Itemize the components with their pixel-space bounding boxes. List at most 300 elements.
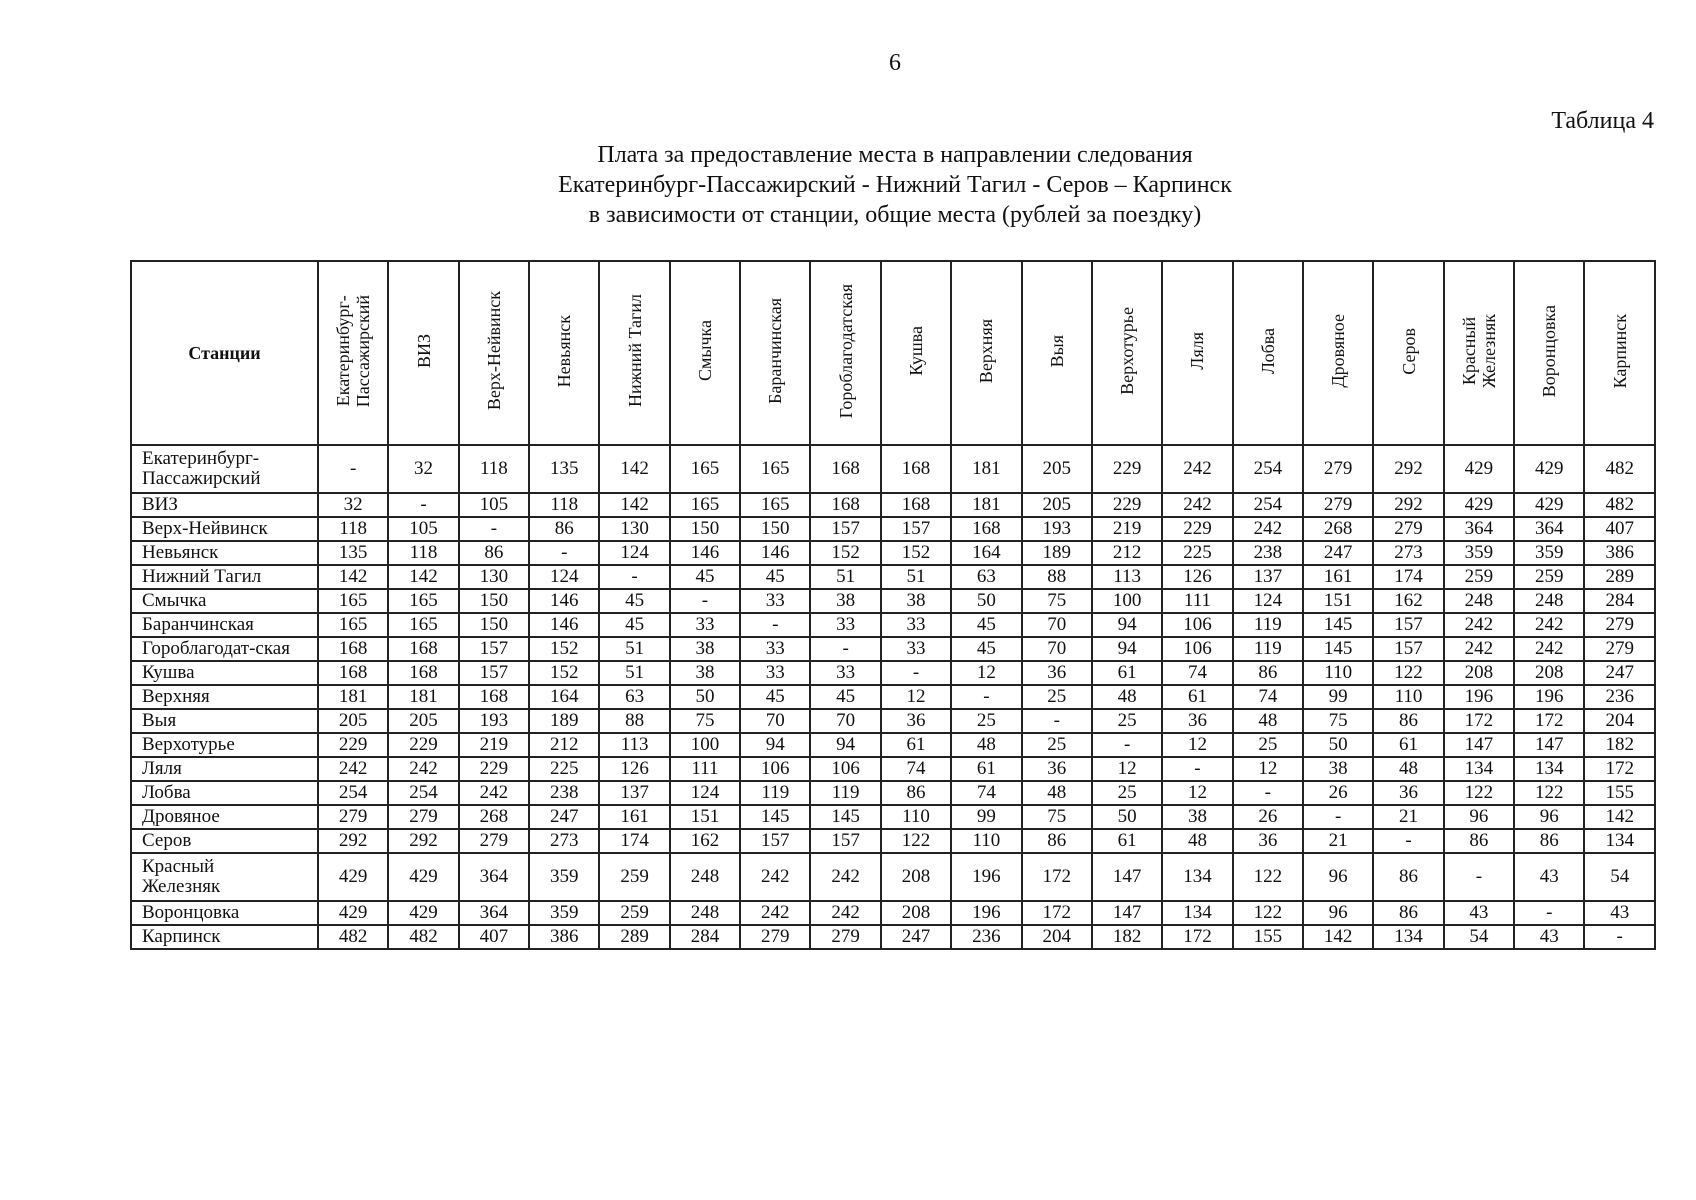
fare-cell: 134 [1444,757,1514,781]
fare-cell: 96 [1514,805,1584,829]
column-header [1373,261,1443,445]
fare-table [130,260,1656,950]
fare-cell: 61 [1373,733,1443,757]
fare-cell: 168 [318,661,388,685]
fare-cell: 162 [1373,589,1443,613]
table-row [131,781,1655,805]
fare-cell: 364 [1444,517,1514,541]
fare-cell: 482 [388,925,458,949]
fare-cell: 86 [529,517,599,541]
fare-cell: 43 [1584,901,1655,925]
fare-cell: 130 [599,517,669,541]
fare-cell: 172 [1584,757,1655,781]
fare-cell: 279 [1584,637,1655,661]
fare-cell: 119 [810,781,880,805]
fare-cell: 111 [1162,589,1232,613]
fare-cell: - [388,493,458,517]
fare-cell: 242 [740,901,810,925]
fare-cell: - [1022,709,1092,733]
column-header-label: Гороблагодатская [835,283,856,419]
table-row [131,661,1655,685]
fare-cell: 165 [388,589,458,613]
fare-cell: 111 [670,757,740,781]
fare-cell: 429 [318,853,388,901]
table-row [131,445,1655,493]
fare-cell: 168 [388,661,458,685]
fare-cell: 48 [1373,757,1443,781]
fare-cell: 118 [318,517,388,541]
fare-cell: 86 [1373,709,1443,733]
fare-cell: 168 [951,517,1021,541]
fare-cell: 248 [670,853,740,901]
fare-cell: 38 [670,661,740,685]
fare-cell: 122 [1514,781,1584,805]
fare-cell: 172 [1444,709,1514,733]
fare-cell: - [529,541,599,565]
fare-cell: 70 [1022,637,1092,661]
column-header-label: Выя [1046,334,1067,368]
fare-cell: 122 [1373,661,1443,685]
fare-cell: 386 [1584,541,1655,565]
header-row [131,261,1655,445]
fare-cell: 33 [740,661,810,685]
fare-cell: 229 [459,757,529,781]
fare-cell: 32 [388,445,458,493]
fare-cell: 157 [459,637,529,661]
fare-cell: 212 [1092,541,1162,565]
fare-cell: 292 [1373,493,1443,517]
column-header [1584,261,1655,445]
fare-cell: 172 [1514,709,1584,733]
fare-cell: 118 [388,541,458,565]
fare-cell: 74 [951,781,1021,805]
fare-cell: 75 [670,709,740,733]
fare-cell: 168 [810,445,880,493]
fare-cell: 284 [1584,589,1655,613]
fare-cell: 196 [951,853,1021,901]
fare-cell: 150 [670,517,740,541]
fare-cell: 54 [1584,853,1655,901]
column-header [318,261,388,445]
fare-cell: 135 [529,445,599,493]
fare-cell: 54 [1444,925,1514,949]
fare-cell: 247 [881,925,951,949]
table-body [131,445,1655,949]
fare-cell: 193 [459,709,529,733]
fare-cell: 61 [1092,661,1162,685]
fare-cell: 137 [599,781,669,805]
fare-cell: 70 [1022,613,1092,637]
fare-cell: - [670,589,740,613]
fare-cell: 86 [1444,829,1514,853]
fare-cell: 126 [599,757,669,781]
fare-cell: 147 [1092,901,1162,925]
row-station-label: Верхняя [131,685,318,709]
fare-cell: 94 [1092,613,1162,637]
fare-cell: 45 [951,637,1021,661]
fare-cell: 254 [1233,493,1303,517]
fare-cell: 429 [388,853,458,901]
fare-cell: 162 [670,829,740,853]
column-header-label: Екатеринбург- Пассажирский [333,294,374,408]
column-header [881,261,951,445]
fare-cell: 12 [1233,757,1303,781]
fare-cell: 407 [1584,517,1655,541]
fare-cell: 45 [810,685,880,709]
column-header [670,261,740,445]
row-station-label: Верхотурье [131,733,318,757]
fare-cell: 134 [1162,853,1232,901]
fare-cell: 50 [1092,805,1162,829]
fare-cell: 33 [810,613,880,637]
title-line-2: Екатеринбург-Пассажирский - Нижний Тагил - Серов – Карпинск [558,172,1232,198]
fare-cell: 157 [459,661,529,685]
column-header [1444,261,1514,445]
fare-cell: 386 [529,925,599,949]
fare-cell: 164 [951,541,1021,565]
fare-cell: 165 [670,445,740,493]
column-header-label: Верх-Нейвинск [483,291,504,411]
fare-cell: 33 [881,637,951,661]
fare-cell: 51 [810,565,880,589]
fare-cell: 165 [740,445,810,493]
fare-cell: 150 [740,517,810,541]
fare-cell: 157 [740,829,810,853]
fare-cell: - [810,637,880,661]
fare-cell: 86 [1022,829,1092,853]
fare-cell: 51 [881,565,951,589]
row-station-label: ВИЗ [131,493,318,517]
fare-cell: 145 [1303,613,1373,637]
fare-cell: 137 [1233,565,1303,589]
fare-cell: 157 [1373,637,1443,661]
column-header-label: Смычка [694,320,715,382]
fare-cell: 48 [951,733,1021,757]
fare-cell: 146 [529,589,599,613]
fare-cell: 50 [670,685,740,709]
fare-cell: 110 [1373,685,1443,709]
fare-cell: - [1303,805,1373,829]
fare-cell: 212 [529,733,599,757]
fare-cell: 279 [1584,613,1655,637]
column-header [599,261,669,445]
fare-cell: 33 [670,613,740,637]
fare-cell: 21 [1303,829,1373,853]
fare-cell: 482 [1584,493,1655,517]
fare-cell: 63 [951,565,1021,589]
fare-cell: 242 [388,757,458,781]
fare-cell: 242 [740,853,810,901]
fare-cell: 172 [1022,901,1092,925]
fare-cell: 208 [881,901,951,925]
column-header [1162,261,1232,445]
fare-cell: - [1233,781,1303,805]
fare-cell: 99 [1303,685,1373,709]
fare-cell: 45 [599,613,669,637]
row-station-label: Невьянск [131,541,318,565]
fare-cell: 106 [810,757,880,781]
fare-cell: 50 [1303,733,1373,757]
fare-cell: 242 [459,781,529,805]
fare-cell: 145 [810,805,880,829]
fare-cell: 168 [388,637,458,661]
fare-cell: 119 [740,781,810,805]
fare-cell: 106 [1162,613,1232,637]
fare-cell: 161 [599,805,669,829]
fare-cell: 25 [1022,685,1092,709]
fare-cell: 238 [529,781,599,805]
fare-cell: 284 [670,925,740,949]
fare-cell: 33 [881,613,951,637]
fare-cell: 225 [529,757,599,781]
fare-cell: 407 [459,925,529,949]
fare-cell: 254 [388,781,458,805]
fare-cell: 429 [1514,445,1584,493]
fare-cell: 94 [1092,637,1162,661]
fare-cell: 359 [529,853,599,901]
fare-cell: 145 [1303,637,1373,661]
fare-cell: 152 [881,541,951,565]
column-header [951,261,1021,445]
fare-cell: 36 [1373,781,1443,805]
row-station-label: Серов [131,829,318,853]
fare-cell: 38 [670,637,740,661]
fare-cell: 219 [1092,517,1162,541]
fare-cell: 259 [599,853,669,901]
fare-cell: 482 [318,925,388,949]
fare-cell: 147 [1514,733,1584,757]
table-title [0,140,1696,230]
fare-cell: 26 [1233,805,1303,829]
row-station-label: Красный Железняк [131,853,318,901]
fare-cell: 86 [1514,829,1584,853]
fare-cell: 182 [1584,733,1655,757]
fare-cell: 208 [1514,661,1584,685]
fare-cell: 181 [318,685,388,709]
fare-cell: - [318,445,388,493]
column-header-label: Карпинск [1609,313,1630,389]
fare-cell: - [1373,829,1443,853]
fare-cell: 99 [951,805,1021,829]
fare-cell: 21 [1373,805,1443,829]
fare-cell: 165 [740,493,810,517]
table-row [131,805,1655,829]
fare-cell: 289 [1584,565,1655,589]
fare-cell: 359 [1514,541,1584,565]
fare-cell: 147 [1092,853,1162,901]
fare-cell: 94 [810,733,880,757]
fare-cell: - [1444,853,1514,901]
fare-cell: 174 [1373,565,1443,589]
column-header-label: Дровяное [1328,314,1349,388]
fare-cell: 12 [1162,733,1232,757]
fare-cell: 150 [459,613,529,637]
fare-cell: 122 [881,829,951,853]
fare-cell: 61 [881,733,951,757]
fare-cell: 181 [951,493,1021,517]
fare-cell: 208 [1444,661,1514,685]
fare-cell: - [951,685,1021,709]
fare-cell: 88 [599,709,669,733]
fare-cell: 142 [318,565,388,589]
row-station-label: Кушва [131,661,318,685]
fare-cell: 242 [810,901,880,925]
row-station-label: Ляля [131,757,318,781]
fare-cell: 134 [1514,757,1584,781]
table-row [131,733,1655,757]
fare-cell: 165 [318,613,388,637]
fare-cell: 38 [881,589,951,613]
fare-cell: 25 [1092,781,1162,805]
fare-cell: 33 [810,661,880,685]
fare-cell: 174 [599,829,669,853]
row-station-label: Карпинск [131,925,318,949]
fare-cell: 182 [1092,925,1162,949]
fare-cell: 36 [881,709,951,733]
fare-cell: 25 [951,709,1021,733]
column-header [1092,261,1162,445]
fare-cell: 196 [1514,685,1584,709]
column-header-label: Нижний Тагил [624,294,645,408]
fare-cell: 25 [1022,733,1092,757]
table-row [131,757,1655,781]
column-header [1514,261,1584,445]
fare-cell: 32 [318,493,388,517]
row-station-label: Нижний Тагил [131,565,318,589]
fare-cell: 242 [318,757,388,781]
fare-cell: 145 [740,805,810,829]
fare-cell: 259 [599,901,669,925]
fare-cell: 70 [740,709,810,733]
fare-cell: 242 [1444,613,1514,637]
fare-cell: 124 [670,781,740,805]
fare-cell: 152 [529,661,599,685]
fare-cell: 205 [388,709,458,733]
fare-cell: 25 [1233,733,1303,757]
fare-cell: 12 [881,685,951,709]
fare-cell: 168 [459,685,529,709]
column-header-label: Верхняя [976,318,997,384]
fare-cell: 208 [881,853,951,901]
fare-cell: 74 [1162,661,1232,685]
fare-cell: 130 [459,565,529,589]
column-header [459,261,529,445]
fare-cell: 289 [599,925,669,949]
fare-cell: 279 [1303,493,1373,517]
table-row [131,613,1655,637]
fare-cell: 152 [529,637,599,661]
fare-cell: 96 [1303,853,1373,901]
fare-cell: 165 [670,493,740,517]
column-header-label: Серов [1398,327,1419,375]
fare-cell: 482 [1584,445,1655,493]
title-line-3: в зависимости от станции, общие места (рублей за поездку) [588,202,1202,228]
fare-cell: 150 [459,589,529,613]
fare-cell: 124 [529,565,599,589]
fare-cell: 75 [1022,589,1092,613]
fare-cell: 36 [1162,709,1232,733]
fare-cell: 36 [1022,757,1092,781]
fare-cell: 147 [1444,733,1514,757]
fare-cell: 155 [1233,925,1303,949]
corner-header: Станции [131,261,318,445]
fare-cell: 51 [599,661,669,685]
fare-cell: 88 [1022,565,1092,589]
fare-cell: 359 [529,901,599,925]
fare-cell: 292 [388,829,458,853]
fare-cell: 33 [740,637,810,661]
fare-cell: 74 [1233,685,1303,709]
fare-cell: 142 [1303,925,1373,949]
column-header-label: Баранчинская [765,298,786,404]
fare-cell: 157 [810,829,880,853]
fare-cell: 279 [318,805,388,829]
row-station-label: Верх-Нейвинск [131,517,318,541]
fare-cell: 181 [388,685,458,709]
fare-cell: 61 [1092,829,1162,853]
fare-cell: 100 [670,733,740,757]
table-row [131,517,1655,541]
fare-cell: - [1514,901,1584,925]
row-station-label: Баранчинская [131,613,318,637]
fare-cell: 279 [1303,445,1373,493]
fare-cell: 248 [670,901,740,925]
fare-cell: 142 [599,445,669,493]
fare-cell: 164 [529,685,599,709]
fare-cell: 238 [1233,541,1303,565]
fare-cell: 118 [529,493,599,517]
table-row [131,589,1655,613]
column-header [1022,261,1092,445]
fare-cell: 61 [951,757,1021,781]
fare-cell: 155 [1584,781,1655,805]
fare-cell: 61 [1162,685,1232,709]
fare-cell: 429 [1444,493,1514,517]
column-header [1233,261,1303,445]
fare-cell: - [740,613,810,637]
fare-cell: 86 [459,541,529,565]
table-row [131,493,1655,517]
row-station-label: Гороблагодат-ская [131,637,318,661]
table-row [131,565,1655,589]
fare-cell: 165 [388,613,458,637]
fare-cell: 70 [810,709,880,733]
fare-cell: 279 [1373,517,1443,541]
table-row [131,901,1655,925]
fare-cell: 45 [740,565,810,589]
fare-cell: 142 [599,493,669,517]
fare-cell: - [459,517,529,541]
fare-cell: 242 [1162,493,1232,517]
fare-cell: 48 [1233,709,1303,733]
fare-cell: 105 [459,493,529,517]
fare-cell: 105 [388,517,458,541]
fare-cell: 247 [1584,661,1655,685]
row-station-label: Выя [131,709,318,733]
fare-cell: 94 [740,733,810,757]
fare-cell: 157 [810,517,880,541]
fare-cell: 236 [1584,685,1655,709]
fare-cell: 86 [881,781,951,805]
column-header-label: Невьянск [554,314,575,388]
fare-cell: 279 [740,925,810,949]
fare-cell: 48 [1022,781,1092,805]
title-line-1: Плата за предоставление места в направлении следования [597,142,1193,168]
fare-cell: 86 [1233,661,1303,685]
page-number: 6 [889,50,901,76]
fare-cell: 26 [1303,781,1373,805]
fare-cell: 124 [1233,589,1303,613]
